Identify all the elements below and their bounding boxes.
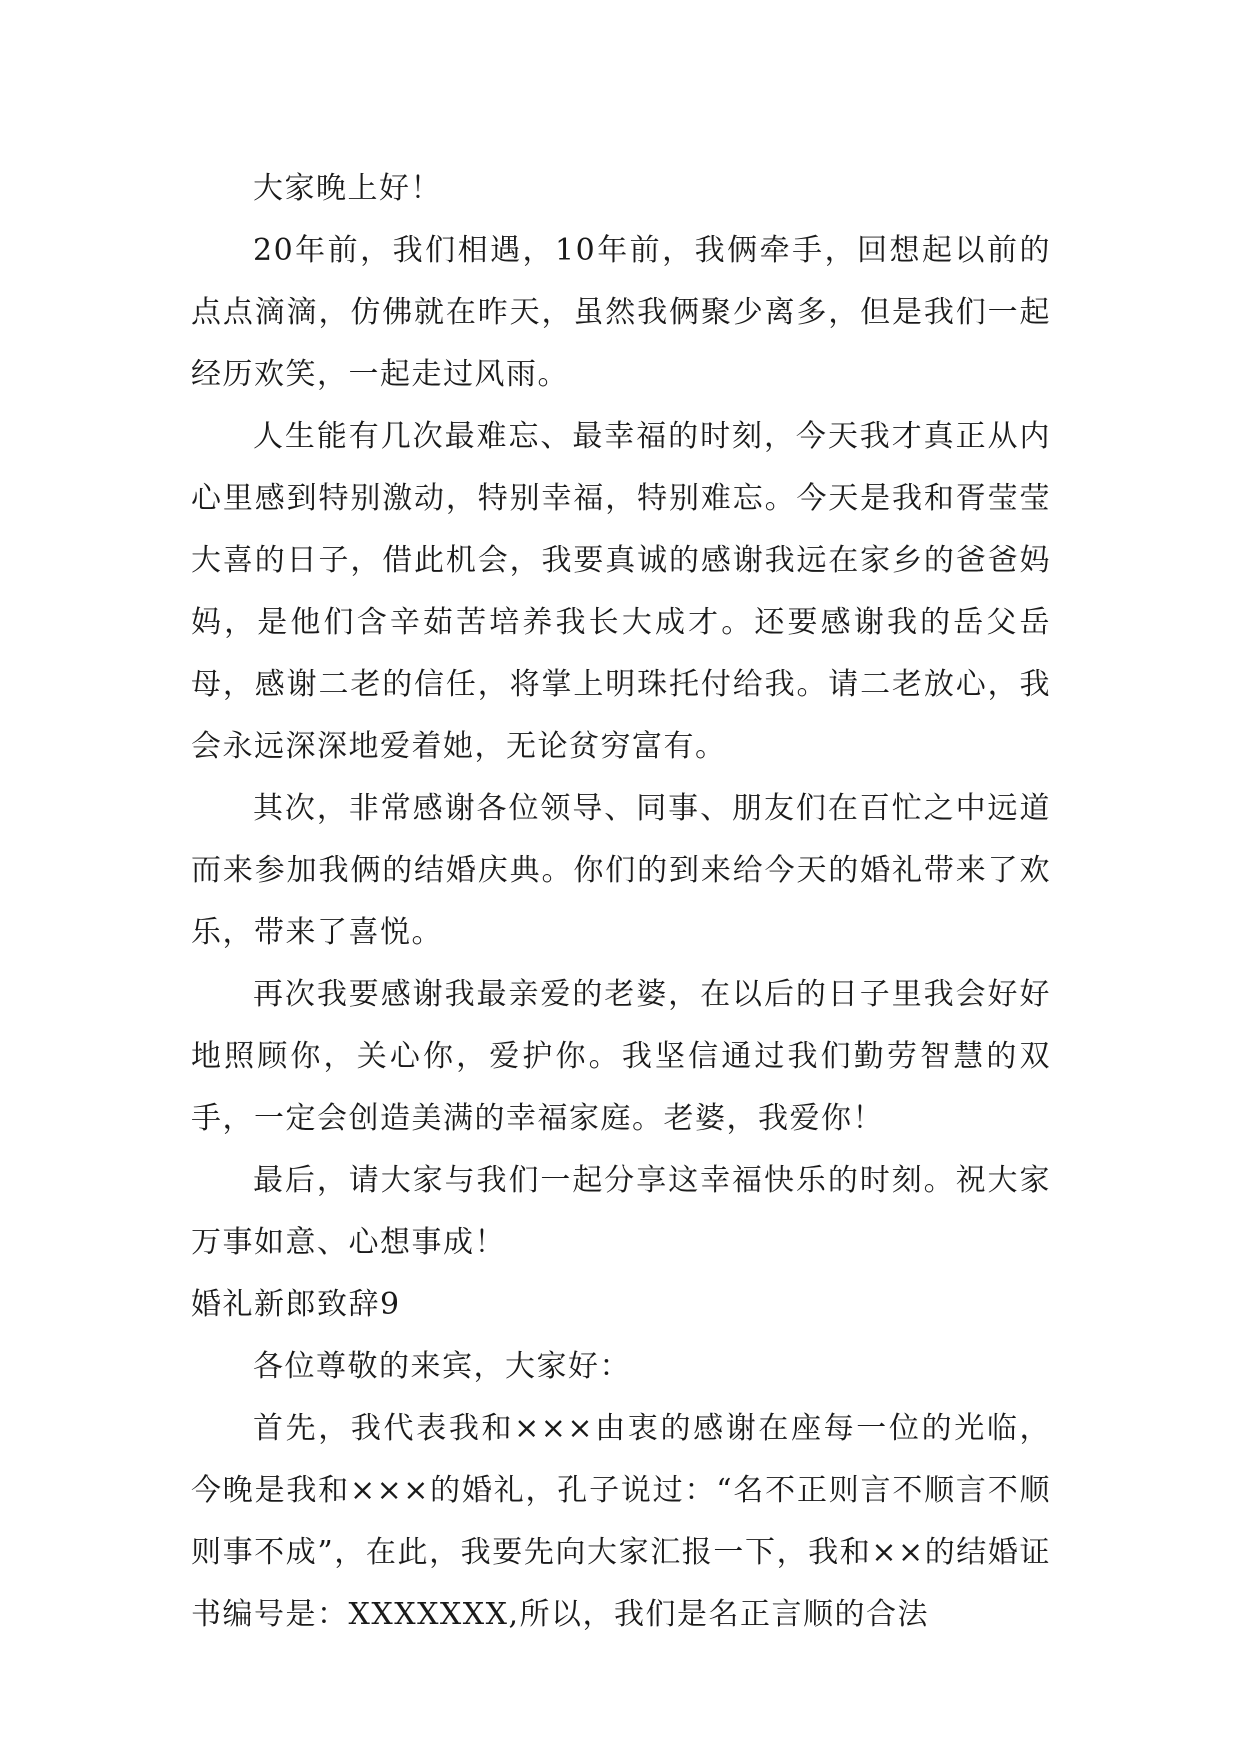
section-body-paragraph: 首先，我代表我和×××由衷的感谢在座每一位的光临，今晚是我和×××的婚礼，孔子说过：“名不正则言不顺言不顺则事不成”，在此，我要先向大家汇报一下，我和××的结婚证书编号是：XXXXXXX,所以，我们是名正言顺的合法	[191, 1411, 1051, 1632]
section-title: 婚礼新郎致辞9	[191, 1287, 401, 1322]
body-paragraph: 人生能有几次最难忘、最幸福的时刻，今天我才真正从内心里感到特别激动，特别幸福，特别难忘。今天是我和胥莹莹大喜的日子，借此机会，我要真诚的感谢我远在家乡的爸爸妈妈，是他们含辛茹苦培养我长大成才。还要感谢我的岳父岳母，感谢二老的信任，将掌上明珠托付给我。请二老放心，我会永远深深地爱着她，无论贫穷富有。	[191, 419, 1051, 764]
body-paragraph: 其次，非常感谢各位领导、同事、朋友们在百忙之中远道而来参加我俩的结婚庆典。你们的到来给今天的婚礼带来了欢乐，带来了喜悦。	[191, 791, 1051, 950]
document-body	[191, 158, 1051, 1646]
body-paragraph: 再次我要感谢我最亲爱的老婆，在以后的日子里我会好好地照顾你，关心你，爱护你。我坚信通过我们勤劳智慧的双手，一定会创造美满的幸福家庭。老婆，我爱你！	[191, 977, 1051, 1136]
body-paragraph: 20年前，我们相遇，10年前，我俩牵手，回想起以前的点点滴滴，仿佛就在昨天，虽然我俩聚少离多，但是我们一起经历欢笑，一起走过风雨。	[191, 233, 1051, 392]
closing-paragraph: 最后，请大家与我们一起分享这幸福快乐的时刻。祝大家万事如意、心想事成！	[191, 1163, 1051, 1260]
section-greeting-paragraph: 各位尊敬的来宾，大家好：	[253, 1349, 631, 1384]
greeting-paragraph: 大家晚上好！	[253, 171, 442, 206]
